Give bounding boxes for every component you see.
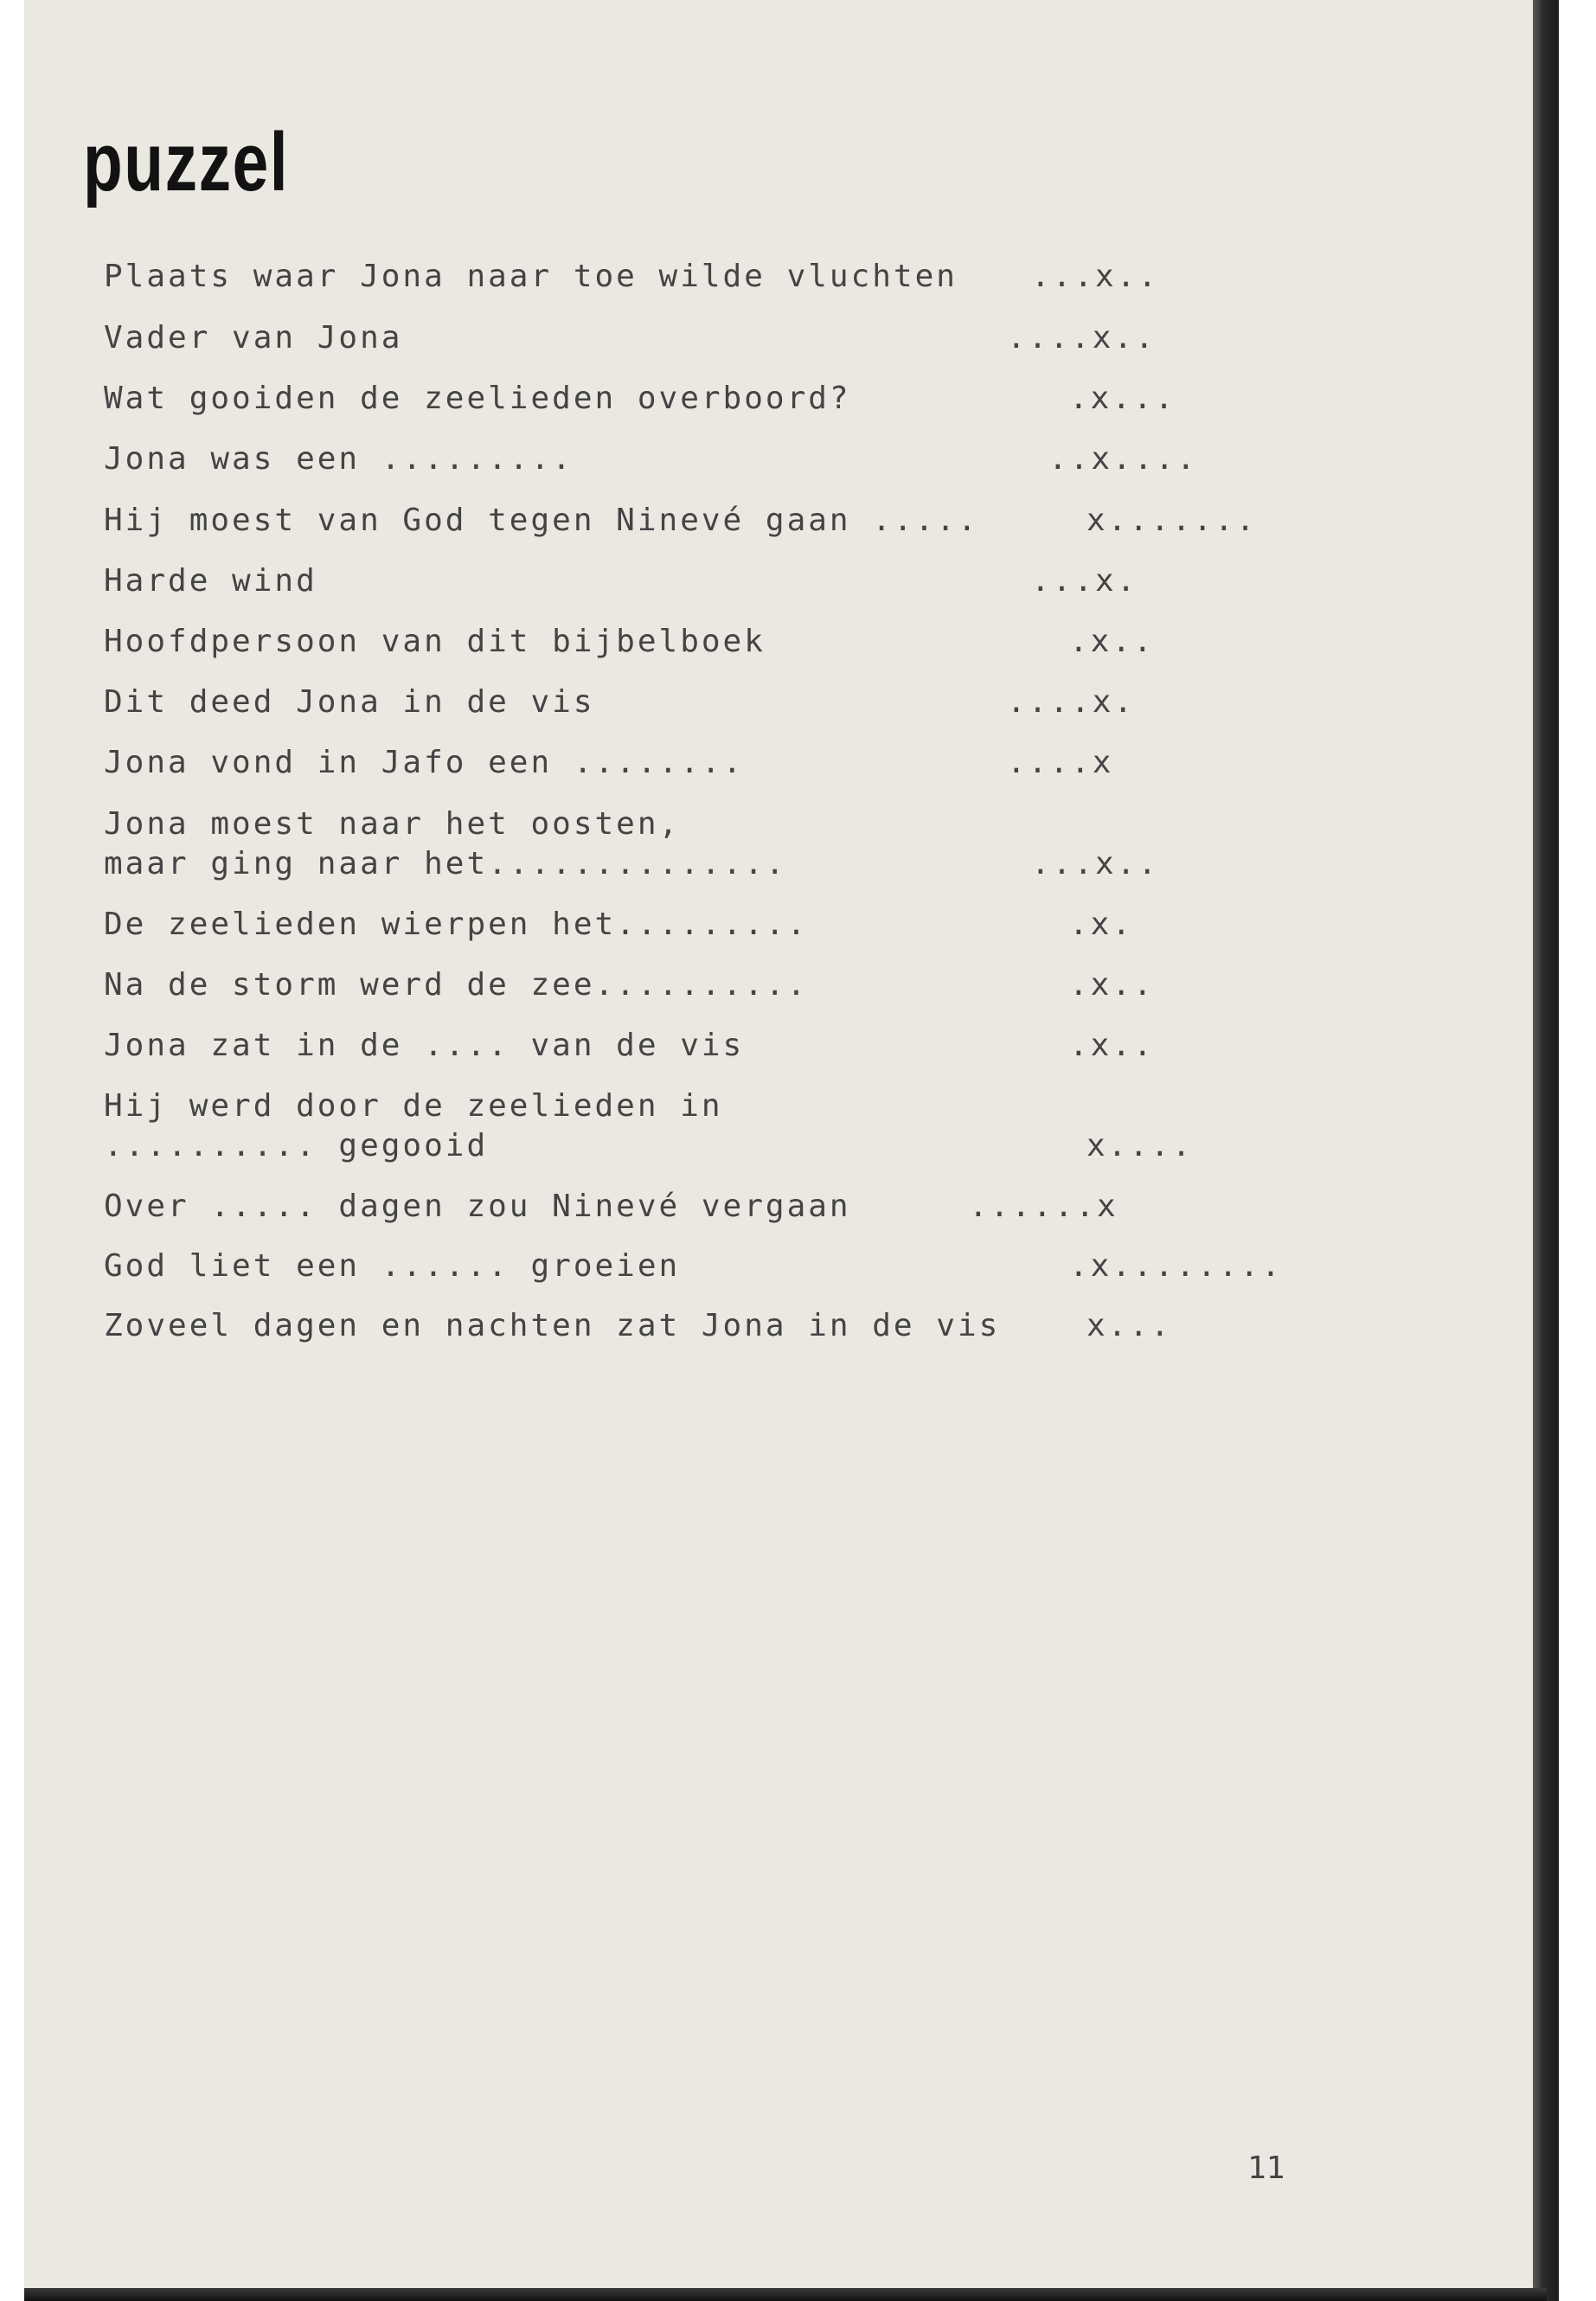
puzzle-question: Na de storm werd de zee.......... [104, 967, 809, 1003]
puzzle-answer-pattern: x.... [1086, 1128, 1194, 1163]
puzzle-answer-pattern: ....x.. [1007, 320, 1157, 356]
puzzle-answer-pattern: ......x [969, 1189, 1118, 1224]
book-binding [1533, 0, 1559, 2301]
puzzle-question: Hij werd door de zeelieden in .......... gegooid [104, 1088, 723, 1163]
puzzle-answer-pattern: ...x. [1031, 563, 1138, 599]
puzzle-answer-pattern: ....x [1007, 745, 1114, 780]
puzzle-answer-pattern: .x........ [1069, 1248, 1283, 1284]
puzzle-answer-pattern: ...x.. [1031, 846, 1160, 881]
puzzle-question: De zeelieden wierpen het......... [104, 907, 809, 942]
puzzle-question: Harde wind [104, 563, 317, 599]
binding-edge [1559, 0, 1596, 2301]
puzzle-answer-pattern: .x. [1069, 907, 1134, 942]
puzzle-question: Hij moest van God tegen Ninevé gaan ..... [104, 503, 979, 538]
puzzle-question: Vader van Jona [104, 320, 403, 356]
puzzle-question: Jona zat in de .... van de vis [104, 1028, 745, 1063]
page-number: 11 [1247, 2150, 1285, 2186]
puzzle-question: Over ..... dagen zou Ninevé vergaan [104, 1189, 851, 1224]
puzzle-question: Plaats waar Jona naar toe wilde vluchten [104, 259, 958, 294]
puzzle-answer-pattern: ....x. [1007, 684, 1136, 720]
page-title: puzzel [83, 116, 290, 208]
puzzle-answer-pattern: ...x.. [1031, 259, 1160, 294]
puzzle-question: Jona was een ......... [104, 441, 574, 477]
puzzle-question: Wat gooiden de zeelieden overboord? [104, 381, 851, 416]
puzzle-answer-pattern: .x.. [1069, 967, 1155, 1003]
puzzle-question: Hoofdpersoon van dit bijbelboek [104, 624, 766, 659]
puzzle-question: Dit deed Jona in de vis [104, 684, 595, 720]
puzzle-answer-pattern: x....... [1086, 503, 1258, 538]
puzzle-answer-pattern: ..x.... [1048, 441, 1198, 477]
puzzle-answer-pattern: .x.. [1069, 1028, 1155, 1063]
puzzle-answer-pattern: .x... [1069, 381, 1176, 416]
puzzle-answer-pattern: x... [1086, 1308, 1172, 1343]
puzzle-question: Zoveel dagen en nachten zat Jona in de vis [104, 1308, 1001, 1343]
page-bottom-edge [24, 2288, 1547, 2301]
puzzle-answer-pattern: .x.. [1069, 624, 1155, 659]
puzzle-question: Jona moest naar het oosten, maar ging naar het.............. [104, 806, 787, 881]
puzzle-question: God liet een ...... groeien [104, 1248, 681, 1284]
puzzle-question: Jona vond in Jafo een ........ [104, 745, 745, 780]
